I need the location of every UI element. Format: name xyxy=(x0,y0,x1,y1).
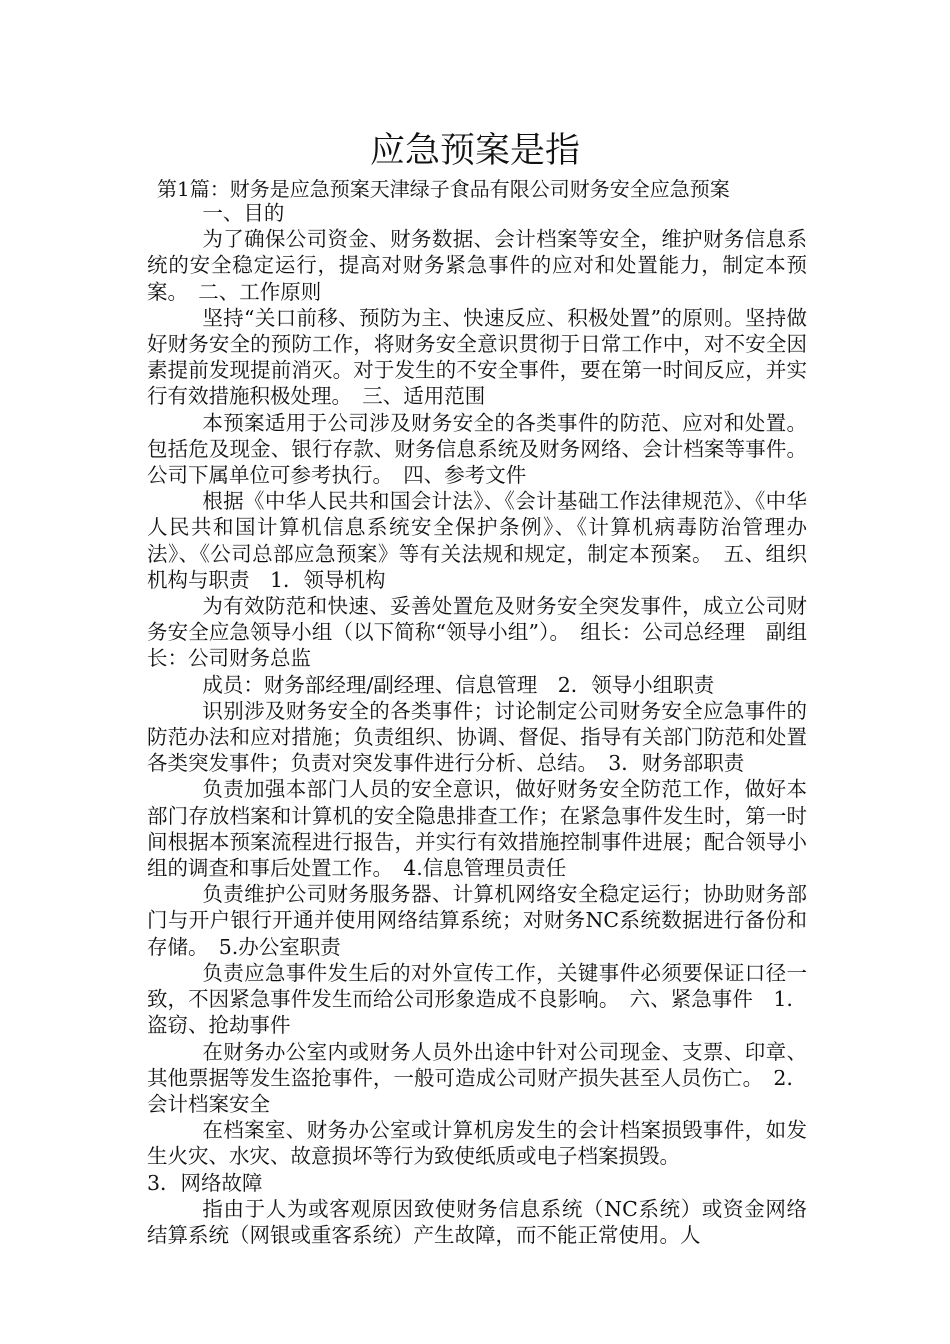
paragraph: 负责维护公司财务服务器、计算机网络安全稳定运行；协助财务部门与开户银行开通并使用网络结算系统；对财务NC系统数据进行备份和存储。 5.办公室职责 xyxy=(147,882,807,959)
paragraph: 为了确保公司资金、财务数据、会计档案等安全，维护财务信息系统的安全稳定运行，提高对财务紧急事件的应对和处置能力，制定本预案。 二、工作原则 xyxy=(147,227,807,304)
paragraph: 指由于人为或客观原因致使财务信息系统（NC系统）或资金网络结算系统（网银或重客系统）产生故障，而不能正常使用。人 xyxy=(147,1196,807,1247)
paragraph: 根据《中华人民共和国会计法》、《会计基础工作法律规范》、《中华人民共和国计算机信息系统安全保护条例》、《计算机病毒防治管理办法》、《公司总部应急预案》等有关法规和规定，制定本预案。 五、组织机构与职责 1．领导机构 xyxy=(147,489,807,592)
paragraph: 识别涉及财务安全的各类事件；讨论制定公司财务安全应急事件的防范办法和应对措施；负责组织、协调、督促、指导有关部门防范和处置各类突发事件；负责对突发事件进行分析、总结。 3．财务部职责 xyxy=(147,698,807,776)
document-subtitle: 第1篇：财务是应急预案天津绿子食品有限公司财务安全应急预案 xyxy=(157,177,730,201)
paragraph: 成员：财务部经理/副经理、信息管理 2．领导小组职责 xyxy=(202,672,715,697)
document-title: 应急预案是指 xyxy=(369,131,580,171)
document-body xyxy=(147,200,807,1248)
paragraph: 坚持“关口前移、预防为主、快速反应、积极处置”的原则。坚持做好财务安全的预防工作，将财务安全意识贯彻于日常工作中，对不安全因素提前发现提前消灭。对于发生的不安全事件，要在第一时间反应，并实行有效措施积极处理。 三、适用范围 xyxy=(147,305,807,409)
paragraph: 在档案室、财务办公室或计算机房发生的会计档案损毁事件，如发生火灾、水灾、故意损坏等行为致使纸质或电子档案损毁。 xyxy=(147,1118,807,1169)
section-heading-network-failure: 3．网络故障 xyxy=(147,1170,263,1195)
paragraph: 负责加强本部门人员的安全意识，做好财务安全防范工作，做好本部门存放档案和计算机的安全隐患排查工作；在紧急事件发生时，第一时间根据本预案流程进行报告，并实行有效措施控制事件进展；配合领导小组的调查和事后处置工作。 4.信息管理员责任 xyxy=(147,777,807,881)
paragraph: 为有效防范和快速、妥善处置危及财务安全突发事件，成立公司财务安全应急领导小组（以下简称“领导小组”）。 组长：公司总经理 副组长：公司财务总监 xyxy=(147,594,807,671)
section-heading-purpose: 一、目的 xyxy=(202,201,285,225)
paragraph: 本预案适用于公司涉及财务安全的各类事件的防范、应对和处置。包括危及现金、银行存款、财务信息系统及财务网络、会计档案等事件。公司下属单位可参考执行。 四、参考文件 xyxy=(147,410,807,488)
paragraph: 负责应急事件发生后的对外宣传工作，关键事件必须要保证口径一致，不因紧急事件发生而给公司形象造成不良影响。 六、紧急事件 1．盗窃、抢劫事件 xyxy=(147,960,807,1038)
paragraph: 在财务办公室内或财务人员外出途中针对公司现金、支票、印章、其他票据等发生盗抢事件，一般可造成公司财产损失甚至人员伤亡。 2．会计档案安全 xyxy=(147,1039,807,1116)
